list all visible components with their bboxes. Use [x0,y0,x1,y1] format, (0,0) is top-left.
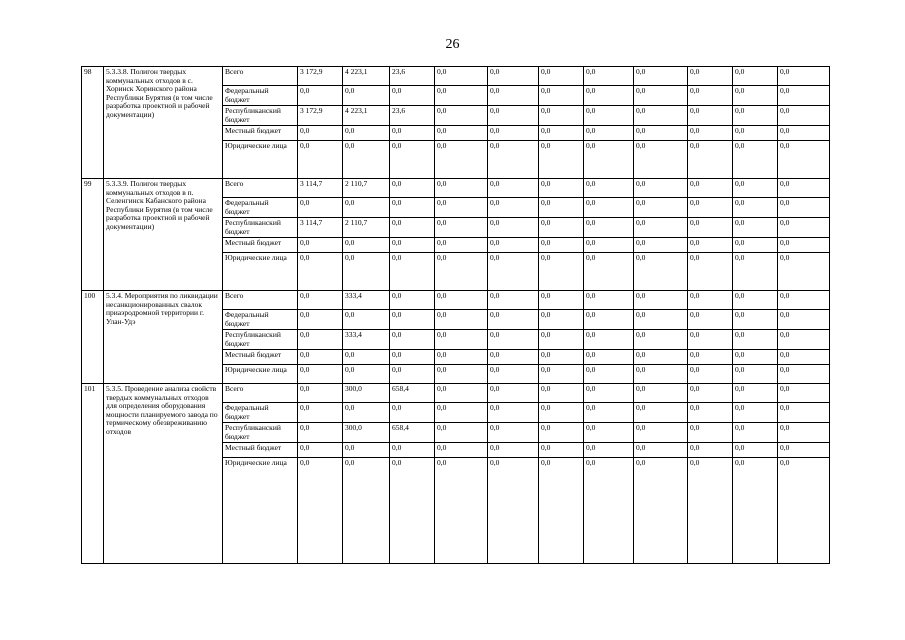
funding-source-label: Всего [223,67,298,86]
amount-cell: 0,0 [634,106,688,126]
amount-cell: 0,0 [435,86,488,106]
amount-cell: 0,0 [390,330,435,350]
amount-cell: 0,0 [390,310,435,330]
amount-cell: 0,0 [435,310,488,330]
amount-cell: 0,0 [343,403,390,423]
amount-cell: 0,0 [488,106,539,126]
amount-cell: 0,0 [390,218,435,238]
amount-cell: 0,0 [584,330,634,350]
funding-source-label: Федеральный бюджет [223,86,298,106]
amount-cell: 0,0 [435,238,488,253]
page-number: 26 [445,37,460,52]
amount-cell: 0,0 [584,310,634,330]
amount-cell: 0,0 [435,218,488,238]
amount-cell: 0,0 [733,330,778,350]
amount-cell: 0,0 [488,384,539,403]
amount-cell: 0,0 [688,310,733,330]
amount-cell: 0,0 [298,350,343,365]
amount-cell: 0,0 [733,126,778,141]
amount-cell: 0,0 [488,238,539,253]
amount-cell: 23,6 [390,67,435,86]
amount-cell: 0,0 [343,365,390,384]
amount-cell: 0,0 [634,310,688,330]
amount-cell: 0,0 [539,458,584,564]
amount-cell: 0,0 [539,238,584,253]
row-total [82,179,830,198]
amount-cell: 0,0 [688,443,733,458]
amount-cell: 0,0 [488,67,539,86]
amount-cell: 0,0 [488,458,539,564]
amount-cell: 0,0 [778,106,830,126]
amount-cell: 0,0 [298,198,343,218]
amount-cell: 0,0 [488,253,539,291]
amount-cell: 0,0 [584,198,634,218]
amount-cell: 0,0 [343,126,390,141]
amount-cell: 0,0 [539,403,584,423]
amount-cell: 0,0 [778,218,830,238]
amount-cell: 0,0 [390,198,435,218]
amount-cell: 0,0 [688,198,733,218]
amount-cell: 0,0 [435,423,488,443]
amount-cell: 0,0 [778,365,830,384]
amount-cell: 0,0 [778,238,830,253]
amount-cell: 0,0 [778,310,830,330]
amount-cell: 0,0 [778,458,830,564]
amount-cell: 0,0 [343,350,390,365]
amount-cell: 0,0 [688,350,733,365]
amount-cell: 0,0 [733,179,778,198]
amount-cell: 0,0 [688,67,733,86]
amount-cell: 0,0 [390,141,435,179]
amount-cell: 0,0 [584,403,634,423]
amount-cell: 0,0 [584,350,634,365]
amount-cell: 0,0 [539,198,584,218]
amount-cell: 0,0 [390,443,435,458]
item-number: 99 [82,179,104,291]
amount-cell: 0,0 [390,179,435,198]
amount-cell: 0,0 [539,67,584,86]
amount-cell: 0,0 [733,141,778,179]
activity-name: 5.3.3.8. Полигон твердых коммунальных отходов в с. Хоринск Хоринского района Республики Бурятия (в том числе разработка проектной и рабочей документации) [104,67,223,179]
row-total [82,291,830,310]
amount-cell: 0,0 [634,291,688,310]
budget-table [81,66,830,564]
amount-cell: 0,0 [634,365,688,384]
amount-cell: 0,0 [733,443,778,458]
amount-cell: 0,0 [390,238,435,253]
item-number: 98 [82,67,104,179]
amount-cell: 0,0 [539,291,584,310]
amount-cell: 0,0 [539,179,584,198]
amount-cell: 2 110,7 [343,179,390,198]
amount-cell: 0,0 [488,218,539,238]
funding-source-label: Юридические лица [223,458,298,564]
amount-cell: 0,0 [584,384,634,403]
amount-cell: 0,0 [539,141,584,179]
amount-cell: 0,0 [539,126,584,141]
amount-cell: 0,0 [343,253,390,291]
amount-cell: 0,0 [688,330,733,350]
funding-source-label: Республиканский бюджет [223,423,298,443]
amount-cell: 0,0 [584,141,634,179]
amount-cell: 0,0 [488,126,539,141]
amount-cell: 0,0 [488,141,539,179]
amount-cell: 0,0 [435,179,488,198]
amount-cell: 0,0 [298,238,343,253]
amount-cell: 0,0 [733,458,778,564]
amount-cell: 0,0 [435,330,488,350]
amount-cell: 0,0 [634,403,688,423]
funding-source-label: Республиканский бюджет [223,218,298,238]
amount-cell: 0,0 [733,403,778,423]
amount-cell: 0,0 [539,106,584,126]
amount-cell: 0,0 [435,106,488,126]
amount-cell: 0,0 [488,350,539,365]
amount-cell: 0,0 [778,330,830,350]
amount-cell: 0,0 [733,384,778,403]
funding-source-label: Всего [223,291,298,310]
amount-cell: 0,0 [435,253,488,291]
amount-cell: 0,0 [634,443,688,458]
amount-cell: 0,0 [733,86,778,106]
amount-cell: 0,0 [733,423,778,443]
amount-cell: 0,0 [488,291,539,310]
amount-cell: 4 223,1 [343,106,390,126]
amount-cell: 0,0 [298,141,343,179]
row-total [82,384,830,403]
amount-cell: 0,0 [435,365,488,384]
amount-cell: 0,0 [733,67,778,86]
funding-source-label: Юридические лица [223,141,298,179]
amount-cell: 0,0 [688,179,733,198]
amount-cell: 0,0 [634,350,688,365]
amount-cell: 0,0 [688,218,733,238]
amount-cell: 0,0 [778,67,830,86]
amount-cell: 0,0 [584,291,634,310]
amount-cell: 658,4 [390,423,435,443]
amount-cell: 0,0 [343,141,390,179]
amount-cell: 0,0 [634,179,688,198]
amount-cell: 0,0 [688,458,733,564]
amount-cell: 658,4 [390,384,435,403]
amount-cell: 0,0 [539,443,584,458]
amount-cell: 0,0 [298,403,343,423]
amount-cell: 0,0 [435,198,488,218]
amount-cell: 0,0 [688,141,733,179]
amount-cell: 0,0 [488,310,539,330]
amount-cell: 0,0 [435,67,488,86]
amount-cell: 0,0 [584,238,634,253]
amount-cell: 0,0 [298,291,343,310]
amount-cell: 0,0 [733,365,778,384]
amount-cell: 0,0 [688,365,733,384]
amount-cell: 0,0 [343,310,390,330]
activity-name: 5.3.3.9. Полигон твердых коммунальных отходов в п. Селенгинск Кабанского района Республики Бурятия (в том числе разработка проектной и рабочей документации) [104,179,223,291]
amount-cell: 0,0 [343,198,390,218]
amount-cell: 0,0 [733,310,778,330]
amount-cell: 0,0 [539,310,584,330]
amount-cell: 0,0 [584,106,634,126]
amount-cell: 0,0 [390,350,435,365]
amount-cell: 0,0 [343,238,390,253]
funding-source-label: Республиканский бюджет [223,330,298,350]
amount-cell: 0,0 [688,403,733,423]
amount-cell: 3 114,7 [298,218,343,238]
amount-cell: 0,0 [298,458,343,564]
amount-cell: 0,0 [733,253,778,291]
amount-cell: 0,0 [778,141,830,179]
amount-cell: 0,0 [778,198,830,218]
row-total [82,67,830,86]
amount-cell: 3 172,9 [298,106,343,126]
amount-cell: 0,0 [343,443,390,458]
funding-source-label: Всего [223,384,298,403]
amount-cell: 3 172,9 [298,67,343,86]
amount-cell: 23,6 [390,106,435,126]
amount-cell: 0,0 [634,458,688,564]
amount-cell: 0,0 [733,350,778,365]
amount-cell: 0,0 [634,218,688,238]
amount-cell: 0,0 [435,141,488,179]
amount-cell: 0,0 [298,443,343,458]
amount-cell: 0,0 [733,106,778,126]
amount-cell: 0,0 [435,350,488,365]
amount-cell: 0,0 [584,86,634,106]
amount-cell: 0,0 [778,126,830,141]
amount-cell: 0,0 [778,443,830,458]
amount-cell: 0,0 [539,423,584,443]
amount-cell: 0,0 [298,384,343,403]
amount-cell: 0,0 [634,126,688,141]
amount-cell: 0,0 [488,443,539,458]
amount-cell: 0,0 [343,86,390,106]
amount-cell: 0,0 [343,458,390,564]
amount-cell: 0,0 [634,330,688,350]
amount-cell: 0,0 [539,218,584,238]
amount-cell: 0,0 [688,86,733,106]
amount-cell: 0,0 [584,126,634,141]
amount-cell: 0,0 [634,67,688,86]
funding-source-label: Местный бюджет [223,443,298,458]
funding-source-label: Местный бюджет [223,126,298,141]
amount-cell: 0,0 [298,365,343,384]
funding-source-label: Федеральный бюджет [223,310,298,330]
funding-source-label: Федеральный бюджет [223,198,298,218]
amount-cell: 0,0 [733,198,778,218]
amount-cell: 0,0 [298,86,343,106]
activity-name: 5.3.5. Проведение анализа свойств твердых коммунальных отходов для определения оборудования мощности планируемого завода по термическому обезвреживанию отходов [104,384,223,564]
amount-cell: 0,0 [488,423,539,443]
amount-cell: 0,0 [435,384,488,403]
amount-cell: 0,0 [733,218,778,238]
amount-cell: 0,0 [584,218,634,238]
amount-cell: 0,0 [390,458,435,564]
amount-cell: 0,0 [778,384,830,403]
amount-cell: 0,0 [435,458,488,564]
amount-cell: 0,0 [539,365,584,384]
amount-cell: 0,0 [584,365,634,384]
amount-cell: 0,0 [634,423,688,443]
amount-cell: 0,0 [584,443,634,458]
amount-cell: 0,0 [298,126,343,141]
amount-cell: 0,0 [688,126,733,141]
amount-cell: 0,0 [435,443,488,458]
amount-cell: 0,0 [584,67,634,86]
funding-source-label: Всего [223,179,298,198]
amount-cell: 0,0 [488,365,539,384]
amount-cell: 333,4 [343,291,390,310]
amount-cell: 0,0 [688,106,733,126]
amount-cell: 0,0 [390,86,435,106]
amount-cell: 0,0 [688,238,733,253]
amount-cell: 0,0 [733,238,778,253]
amount-cell: 0,0 [435,291,488,310]
amount-cell: 300,0 [343,423,390,443]
amount-cell: 0,0 [778,291,830,310]
amount-cell: 0,0 [688,423,733,443]
amount-cell: 0,0 [488,198,539,218]
amount-cell: 3 114,7 [298,179,343,198]
amount-cell: 0,0 [390,365,435,384]
amount-cell: 0,0 [778,350,830,365]
amount-cell: 0,0 [584,179,634,198]
amount-cell: 0,0 [688,291,733,310]
amount-cell: 0,0 [298,330,343,350]
amount-cell: 0,0 [688,253,733,291]
amount-cell: 0,0 [390,126,435,141]
amount-cell: 0,0 [298,423,343,443]
amount-cell: 0,0 [634,238,688,253]
amount-cell: 0,0 [539,330,584,350]
amount-cell: 0,0 [778,423,830,443]
funding-source-label: Юридические лица [223,253,298,291]
funding-source-label: Республиканский бюджет [223,106,298,126]
item-number: 101 [82,384,104,564]
amount-cell: 0,0 [488,86,539,106]
amount-cell: 0,0 [778,253,830,291]
amount-cell: 0,0 [435,126,488,141]
amount-cell: 0,0 [488,179,539,198]
amount-cell: 2 110,7 [343,218,390,238]
amount-cell: 0,0 [298,253,343,291]
amount-cell: 0,0 [298,310,343,330]
amount-cell: 333,4 [343,330,390,350]
amount-cell: 0,0 [539,350,584,365]
amount-cell: 4 223,1 [343,67,390,86]
amount-cell: 0,0 [584,253,634,291]
amount-cell: 0,0 [435,403,488,423]
amount-cell: 0,0 [584,423,634,443]
amount-cell: 0,0 [733,291,778,310]
funding-source-label: Федеральный бюджет [223,403,298,423]
amount-cell: 0,0 [778,179,830,198]
amount-cell: 0,0 [488,330,539,350]
funding-source-label: Местный бюджет [223,238,298,253]
amount-cell: 0,0 [539,384,584,403]
amount-cell: 0,0 [539,86,584,106]
funding-source-label: Местный бюджет [223,350,298,365]
amount-cell: 0,0 [390,291,435,310]
amount-cell: 0,0 [778,403,830,423]
amount-cell: 0,0 [634,384,688,403]
amount-cell: 300,0 [343,384,390,403]
amount-cell: 0,0 [539,253,584,291]
funding-source-label: Юридические лица [223,365,298,384]
amount-cell: 0,0 [634,253,688,291]
amount-cell: 0,0 [634,86,688,106]
amount-cell: 0,0 [390,253,435,291]
amount-cell: 0,0 [688,384,733,403]
item-number: 100 [82,291,104,384]
amount-cell: 0,0 [390,403,435,423]
activity-name: 5.3.4. Мероприятия по ликвидации несанкционированных свалок приаэродромной территории г. Улан-Удэ [104,291,223,384]
amount-cell: 0,0 [634,141,688,179]
amount-cell: 0,0 [584,458,634,564]
amount-cell: 0,0 [634,198,688,218]
amount-cell: 0,0 [778,86,830,106]
amount-cell: 0,0 [488,403,539,423]
